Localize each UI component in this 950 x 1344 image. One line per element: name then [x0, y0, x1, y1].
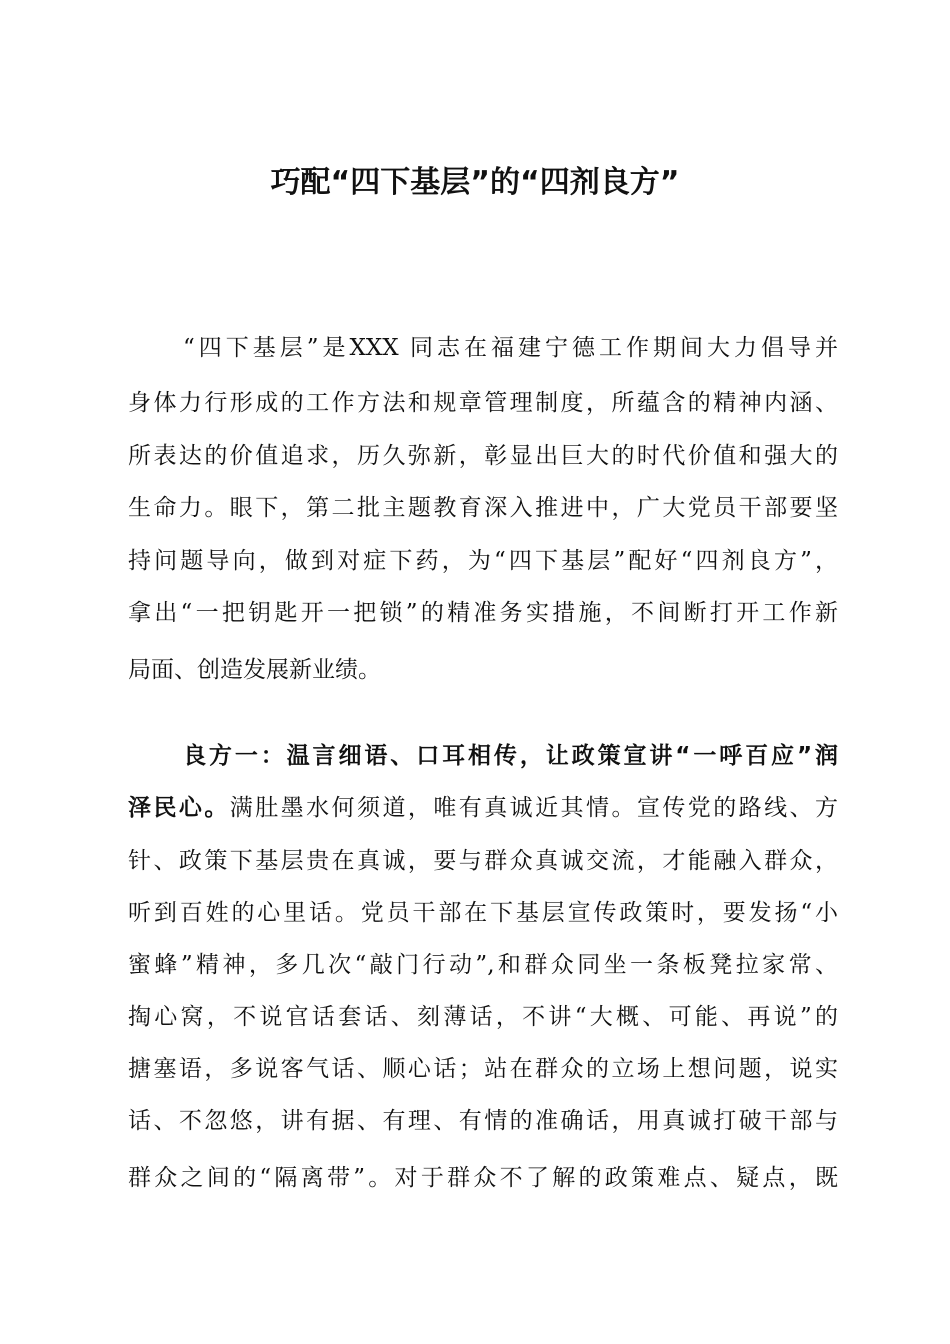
- paragraph-1-line: 持问题导向，做到对症下药，为“四下基层”配好“四剂良方”，: [128, 548, 838, 574]
- paragraph-2-line: 听到百姓的心里话。党员干部在下基层宣传政策时，要发扬“小: [128, 900, 838, 926]
- paragraph-2-line: 群众之间的“隔离带”。对于群众不了解的政策难点、疑点，既: [128, 1165, 838, 1191]
- paragraph-1-line: 拿出“一把钥匙开一把锁”的精准务实措施，不间断打开工作新: [128, 600, 838, 626]
- document-title: 巧配“四下基层”的“四剂良方”: [270, 165, 680, 200]
- paragraph-2-line: 蜜蜂”精神，多几次“敲门行动”,和群众同坐一条板凳拉家常、: [128, 952, 838, 978]
- paragraph-2-line: [128, 788, 838, 828]
- paragraph-1-line: 局面、创造发展新业绩。: [128, 657, 381, 683]
- paragraph-2-text: 满肚墨水何须道，唯有真诚近其情。宣传党的路线、方: [229, 795, 839, 821]
- paragraph-2-line: 搪塞语，多说客气话、顺心话；站在群众的立场上想问题，说实: [128, 1056, 838, 1082]
- paragraph-1-line: 所表达的价值追求，历久弥新，彰显出巨大的时代价值和强大的: [128, 443, 838, 469]
- paragraph-1-line: 身体力行形成的工作方法和规章管理制度，所蕴含的精神内涵、: [128, 390, 838, 416]
- section-heading-end: 泽民心。: [128, 795, 230, 821]
- paragraph-1-line: “四下基层”是XXX 同志在福建宁德工作期间大力倡导并: [183, 335, 838, 361]
- paragraph-2-line: 话、不忽悠，讲有据、有理、有情的准确话，用真诚打破干部与: [128, 1108, 838, 1134]
- paragraph-2-line: 掏心窝，不说官话套话、刻薄话，不讲“大概、可能、再说”的: [128, 1004, 838, 1030]
- paragraph-1-line: 生命力。眼下，第二批主题教育深入推进中，广大党员干部要坚: [128, 495, 838, 521]
- section-heading: 良方一：温言细语、口耳相传，让政策宣讲“一呼百应”润: [183, 743, 838, 769]
- paragraph-2-line: 针、政策下基层贵在真诚，要与群众真诚交流，才能融入群众，: [128, 848, 838, 874]
